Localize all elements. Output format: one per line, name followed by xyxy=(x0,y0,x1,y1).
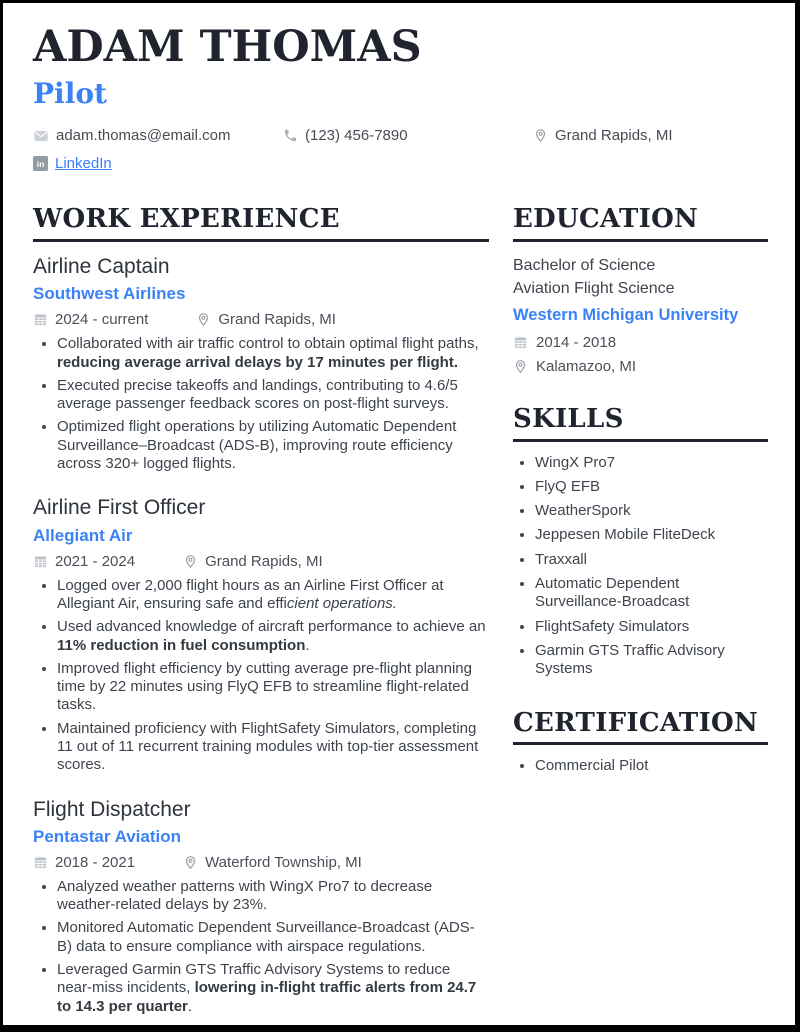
job-bullet: • Executed precise takeoffs and landings, contributing to 4.6/5 average passenger feedback scores on post-flight surveys. xyxy=(57,377,489,414)
job-bullet: • Used advanced knowledge of aircraft performance to achieve an 11% reduction in fuel consumption. xyxy=(57,618,489,655)
skills-heading: SKILLS xyxy=(513,405,768,442)
job-company: Southwest Airlines xyxy=(33,284,186,304)
job-dates: 2024 - current xyxy=(55,311,149,329)
work-experience-heading: WORK EXPERIENCE xyxy=(33,205,489,242)
job-dates-item xyxy=(33,553,135,570)
job-title: Airline Captain xyxy=(33,255,170,279)
job-bullet: • Logged over 2,000 flight hours as an Airline First Officer at Allegiant Air, ensuring safe and efficient operations. xyxy=(57,577,489,614)
linkedin-icon xyxy=(33,156,48,171)
contact-row xyxy=(33,127,768,144)
main-column xyxy=(33,205,489,1021)
job-bullet: • Collaborated with air traffic control to obtain optimal flight paths, reducing average arrival delays by 17 minutes per flight. xyxy=(57,335,489,372)
calendar-icon xyxy=(33,312,48,327)
svg-text:in: in xyxy=(36,159,45,170)
education-school: Western Michigan University xyxy=(513,306,739,325)
contact-location xyxy=(533,127,768,144)
job-meta-row xyxy=(33,311,489,328)
skill-item: • FlightSafety Simulators xyxy=(535,618,768,636)
resume-page xyxy=(3,3,795,1021)
calendar-icon xyxy=(513,335,528,350)
education-dates: 2014 - 2018 xyxy=(536,333,617,351)
skill-item: • WeatherSpork xyxy=(535,502,768,520)
job-meta-row xyxy=(33,553,489,570)
skills-list xyxy=(513,454,768,679)
education-degree: Bachelor of Science xyxy=(513,257,656,275)
job-bullets xyxy=(33,335,489,473)
location-pin-icon xyxy=(533,128,548,143)
job-company: Allegiant Air xyxy=(33,525,133,545)
job-entry xyxy=(33,797,489,1016)
job-dates-item xyxy=(33,854,135,871)
calendar-icon xyxy=(33,855,48,870)
job-title: Flight Dispatcher xyxy=(33,797,191,821)
contact-linkedin xyxy=(33,155,112,172)
job-bullet: • Monitored Automatic Dependent Surveillance-Broadcast (ADS-B) data to ensure compliance with airspace regulations. xyxy=(57,919,489,956)
education-location-row xyxy=(513,358,768,375)
skill-item: • Traxxall xyxy=(535,551,768,569)
skill-item: • Automatic Dependent Surveillance-Broadcast xyxy=(535,575,768,612)
skills-section xyxy=(513,405,768,679)
certification-item: • Commercial Pilot xyxy=(535,757,768,775)
job-location: Waterford Township, MI xyxy=(205,853,362,871)
education-location: Kalamazoo, MI xyxy=(536,357,637,375)
job-entry xyxy=(33,495,489,774)
job-dates: 2018 - 2021 xyxy=(55,853,136,871)
location-pin-icon xyxy=(196,312,211,327)
job-location-item xyxy=(183,854,362,871)
contact-email xyxy=(33,127,283,144)
contact-phone-text: (123) 456-7890 xyxy=(305,127,408,145)
phone-icon xyxy=(283,128,298,143)
person-name: ADAM THOMAS xyxy=(33,22,422,72)
education-heading: EDUCATION xyxy=(513,205,768,242)
calendar-icon xyxy=(33,554,48,569)
skill-item: • Jeppesen Mobile FliteDeck xyxy=(535,526,768,544)
location-pin-icon xyxy=(183,554,198,569)
job-company: Pentastar Aviation xyxy=(33,826,182,846)
job-bullets xyxy=(33,878,489,1016)
education-dates-row xyxy=(513,334,768,351)
job-bullets xyxy=(33,577,489,775)
envelope-icon xyxy=(33,128,49,144)
resume-header xyxy=(33,22,768,173)
certification-list xyxy=(513,757,768,775)
contact-location-text: Grand Rapids, MI xyxy=(555,127,673,145)
job-entry xyxy=(33,254,489,473)
person-job-title: Pilot xyxy=(33,77,107,111)
side-column xyxy=(513,205,768,1021)
job-dates: 2021 - 2024 xyxy=(55,552,136,570)
location-pin-icon xyxy=(513,359,528,374)
job-location: Grand Rapids, MI xyxy=(205,552,323,570)
job-title: Airline First Officer xyxy=(33,496,206,520)
job-meta-row xyxy=(33,854,489,871)
jobs-list xyxy=(33,254,489,1016)
resume-columns xyxy=(33,205,768,1021)
contact-phone xyxy=(283,127,533,144)
job-bullet: • Leveraged Garmin GTS Traffic Advisory Systems to reduce near-miss incidents, lowering in-flight traffic alerts from 24.7 to 14.3 per quarter. xyxy=(57,961,489,1016)
education-section xyxy=(513,205,768,375)
certification-section xyxy=(513,709,768,776)
location-pin-icon xyxy=(183,855,198,870)
education-field: Aviation Flight Science xyxy=(513,280,675,298)
job-location-item xyxy=(196,311,336,328)
linkedin-link[interactable]: LinkedIn xyxy=(55,155,112,173)
job-bullet: • Maintained proficiency with FlightSafety Simulators, completing 11 out of 11 recurrent training modules with top-tier assessment scores. xyxy=(57,720,489,775)
job-bullet: • Analyzed weather patterns with WingX Pro7 to decrease weather-related delays by 23%. xyxy=(57,878,489,915)
job-location-item xyxy=(183,553,323,570)
skill-item: • FlyQ EFB xyxy=(535,478,768,496)
certification-heading: CERTIFICATION xyxy=(513,709,768,746)
job-dates-item xyxy=(33,311,148,328)
contact-row-linkedin xyxy=(33,155,768,172)
job-bullet: • Optimized flight operations by utilizing Automatic Dependent Surveillance–Broadcast (ADS-B), improving route efficiency across 320+ logged flights. xyxy=(57,418,489,473)
contact-email-text: adam.thomas@email.com xyxy=(56,127,231,145)
skill-item: • Garmin GTS Traffic Advisory Systems xyxy=(535,642,768,679)
skill-item: • WingX Pro7 xyxy=(535,454,768,472)
job-bullet: • Improved flight efficiency by cutting average pre-flight planning time by 22 minutes using FlyQ EFB to streamline flight-related tasks. xyxy=(57,660,489,715)
job-location: Grand Rapids, MI xyxy=(218,311,336,329)
